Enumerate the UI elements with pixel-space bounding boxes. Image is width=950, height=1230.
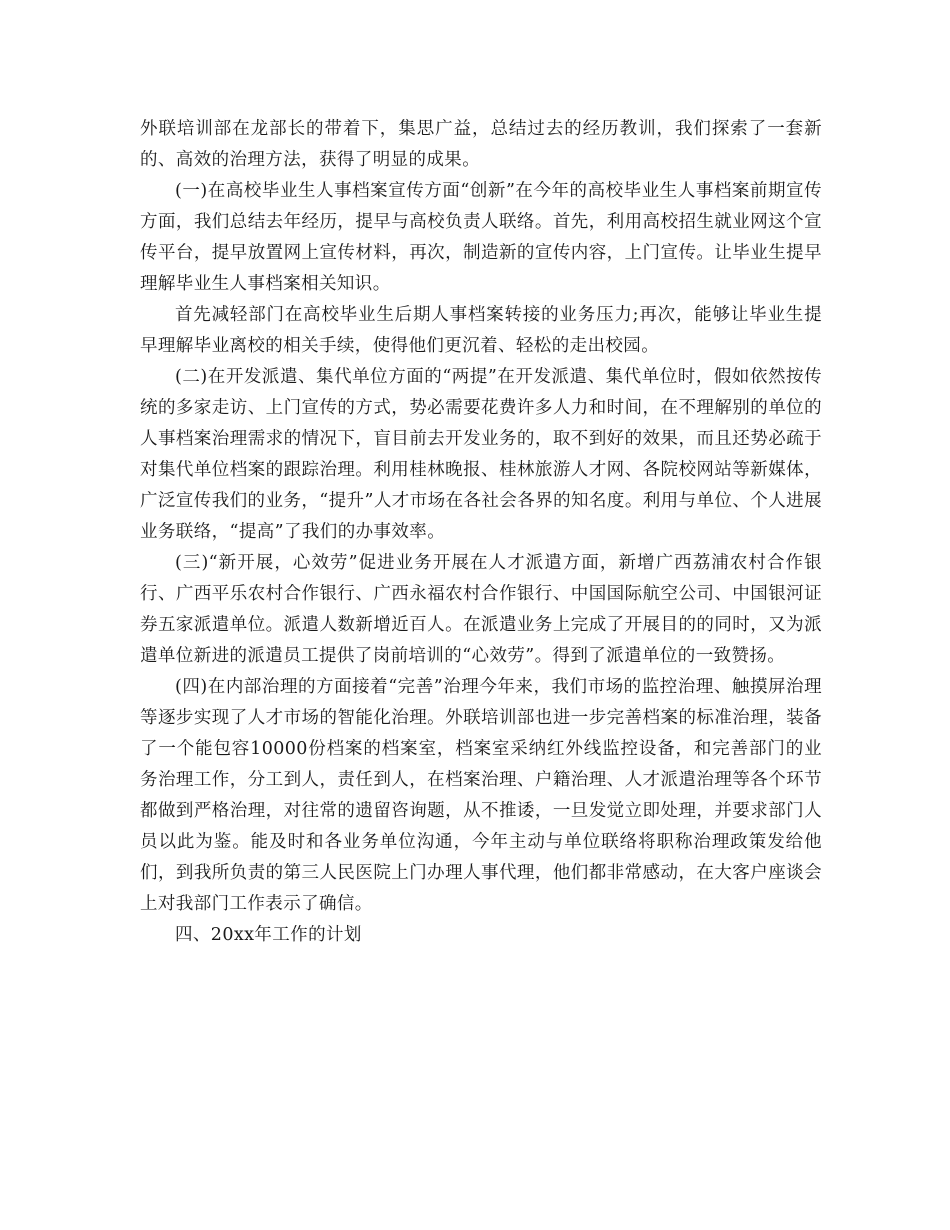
paragraph-section-1-cont: 首先减轻部门在高校毕业生后期人事档案转接的业务压力;再次，能够让毕业生提早理解毕业离校的相关手续，使得他们更沉着、轻松的走出校园。 [140,305,822,356]
paragraph-section-2: (二)在开发派遣、集代单位方面的“两提”在开发派遣、集代单位时，假如依然按传统的多家走访、上门宣传的方式，势必需要花费许多人力和时间，在不理解别的单位的人事档案治理需求的情况下，盲目前去开发业务的，取不到好的效果，而且还势必疏于对集代单位档案的跟踪治理。利用桂林晚报、桂林旅游人才网、各院校网站等新媒体，广泛宣传我们的业务，“提升”人才市场在各社会各界的知名度。利用与单位、个人进展业务联络，“提高”了我们的办事效率。 [140,367,822,542]
paragraph-section-1: (一)在高校毕业生人事档案宣传方面“创新”在今年的高校毕业生人事档案前期宣传方面，我们总结去年经历，提早与高校负责人联络。首先，利用高校招生就业网这个宣传平台，提早放置网上宣传材料，再次，制造新的宣传内容，上门宣传。让毕业生提早理解毕业生人事档案相关知识。 [140,181,822,294]
paragraph-section-4: (四)在内部治理的方面接着“完善”治理今年来，我们市场的监控治理、触摸屏治理等逐步实现了人才市场的智能化治理。外联培训部也进一步完善档案的标准治理，装备了一个能包容10000份档案的档案室，档案室采纳红外线监控设备，和完善部门的业务治理工作，分工到人，责任到人，在档案治理、户籍治理、人才派遣治理等各个环节都做到严格治理，对往常的遗留咨询题，从不推诿，一旦发觉立即处理，并要求部门人员以此为鉴。能及时和各业务单位沟通，今年主动与单位联络将职称治理政策发给他们，到我所负责的第三人民医院上门办理人事代理，他们都非常感动，在大客户座谈会上对我部门工作表示了确信。 [140,677,822,914]
paragraph-section-3: (三)“新开展，心效劳”促进业务开展在人才派遣方面，新增广西荔浦农村合作银行、广西平乐农村合作银行、广西永福农村合作银行、中国国际航空公司、中国银河证券五家派遣单位。派遣人数新增近百人。在派遣业务上完成了开展目的的同时，又为派遣单位新进的派遣员工提供了岗前培训的“心效劳”。得到了派遣单位的一致赞扬。 [140,553,822,666]
document-page [140,114,822,951]
heading-next-year-plan: 四、20xx年工作的计划 [175,925,362,945]
paragraph-intro: 外联培训部在龙部长的带着下，集思广益，总结过去的经历教训，我们探索了一套新的、高效的治理方法，获得了明显的成果。 [140,119,822,170]
